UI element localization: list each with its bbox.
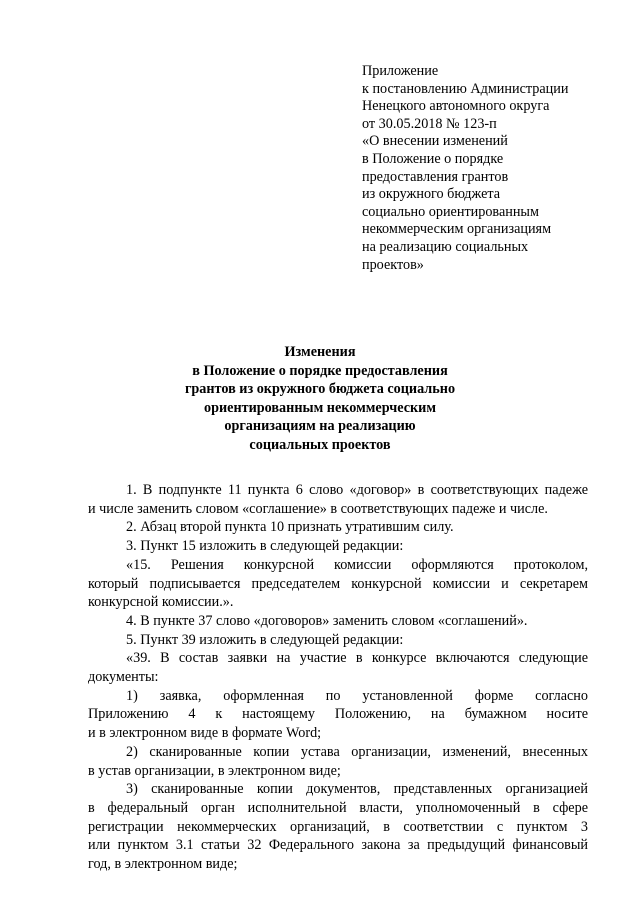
text-line: документы: — [88, 669, 159, 686]
text-line: Приложению 4 к настоящему Положению, на бумажном носите — [88, 706, 588, 723]
paragraph-item-5-quote — [88, 649, 588, 686]
appendix-header — [362, 63, 568, 274]
text-line: 5. Пункт 39 изложить в следующей редакции: — [126, 631, 404, 648]
text-line: конкурсной комиссии.». — [88, 594, 234, 611]
text-line: 2. Абзац второй пункта 10 признать утратившим силу. — [126, 519, 454, 536]
title-line: грантов из окружного бюджета социально — [184, 381, 456, 397]
text-line: в устав организации, в электронном виде; — [88, 762, 341, 779]
paragraph-item-3-quote — [88, 556, 588, 612]
title-line: социальных проектов — [249, 436, 391, 453]
text-line: 1) заявка, оформленная по установленной форме согласно — [126, 687, 588, 704]
text-line: 4. В пункте 37 слово «договоров» заменить словом «соглашений». — [126, 612, 528, 629]
text-line: который подписывается председателем конкурсной комиссии и секретарем — [88, 575, 588, 592]
appendix-line: проектов» — [362, 256, 424, 273]
appendix-line: социально ориентированным — [362, 203, 539, 220]
appendix-line: в Положение о порядке — [362, 150, 504, 167]
subitem-3 — [88, 780, 588, 874]
text-line: и в электронном виде в формате Word; — [88, 725, 322, 742]
text-line: или пунктом 3.1 статьи 32 Федерального закона за предыдущий финансовый — [88, 837, 588, 854]
subitem-2 — [88, 743, 588, 780]
text-line: «39. В состав заявки на участие в конкурсе включаются следующие — [126, 650, 588, 667]
appendix-line: на реализацию социальных — [362, 238, 529, 255]
document-title — [150, 343, 490, 454]
text-line: 1. В подпункте 11 пункта 6 слово «договор» в соответствующих падеже — [126, 482, 588, 498]
title-line: в Положение о порядке предоставления — [192, 362, 448, 379]
text-line: год, в электронном виде; — [88, 856, 238, 873]
title-line: Изменения — [284, 344, 356, 360]
paragraph-item-2 — [88, 518, 588, 537]
text-line: 2) сканированные копии устава организации, изменений, внесенных — [126, 743, 588, 760]
appendix-line: к постановлению Администрации — [362, 80, 569, 97]
appendix-line: некоммерческим организациям — [362, 221, 552, 238]
title-line: организациям на реализацию — [224, 418, 416, 434]
appendix-line: Приложение — [362, 63, 439, 79]
paragraph-item-1 — [88, 481, 588, 518]
subitem-1 — [88, 687, 588, 743]
text-line: 3. Пункт 15 изложить в следующей редакции: — [126, 538, 404, 555]
document-body — [88, 481, 588, 874]
text-line: регистрации некоммерческих организаций, в соответствии с пунктом 3 — [88, 818, 588, 835]
paragraph-item-4 — [88, 612, 588, 631]
title-line: ориентированным некоммерческим — [203, 399, 437, 416]
text-line: в федеральный орган исполнительной власти, уполномоченный в сфере — [88, 799, 588, 816]
text-line: и числе заменить словом «соглашение» в соответствующих падеже и числе. — [88, 500, 548, 517]
text-line: 3) сканированные копии документов, представленных организацией — [126, 781, 588, 798]
text-line: «15. Решения конкурсной комиссии оформляются протоколом, — [126, 556, 588, 573]
appendix-line: предоставления грантов — [362, 168, 509, 185]
appendix-line: из окружного бюджета — [362, 186, 501, 203]
paragraph-item-3 — [88, 537, 588, 556]
paragraph-item-5 — [88, 631, 588, 650]
appendix-line: «О внесении изменений — [362, 133, 508, 150]
appendix-line: Ненецкого автономного округа — [362, 98, 550, 115]
appendix-line: от 30.05.2018 № 123-п — [362, 115, 497, 132]
